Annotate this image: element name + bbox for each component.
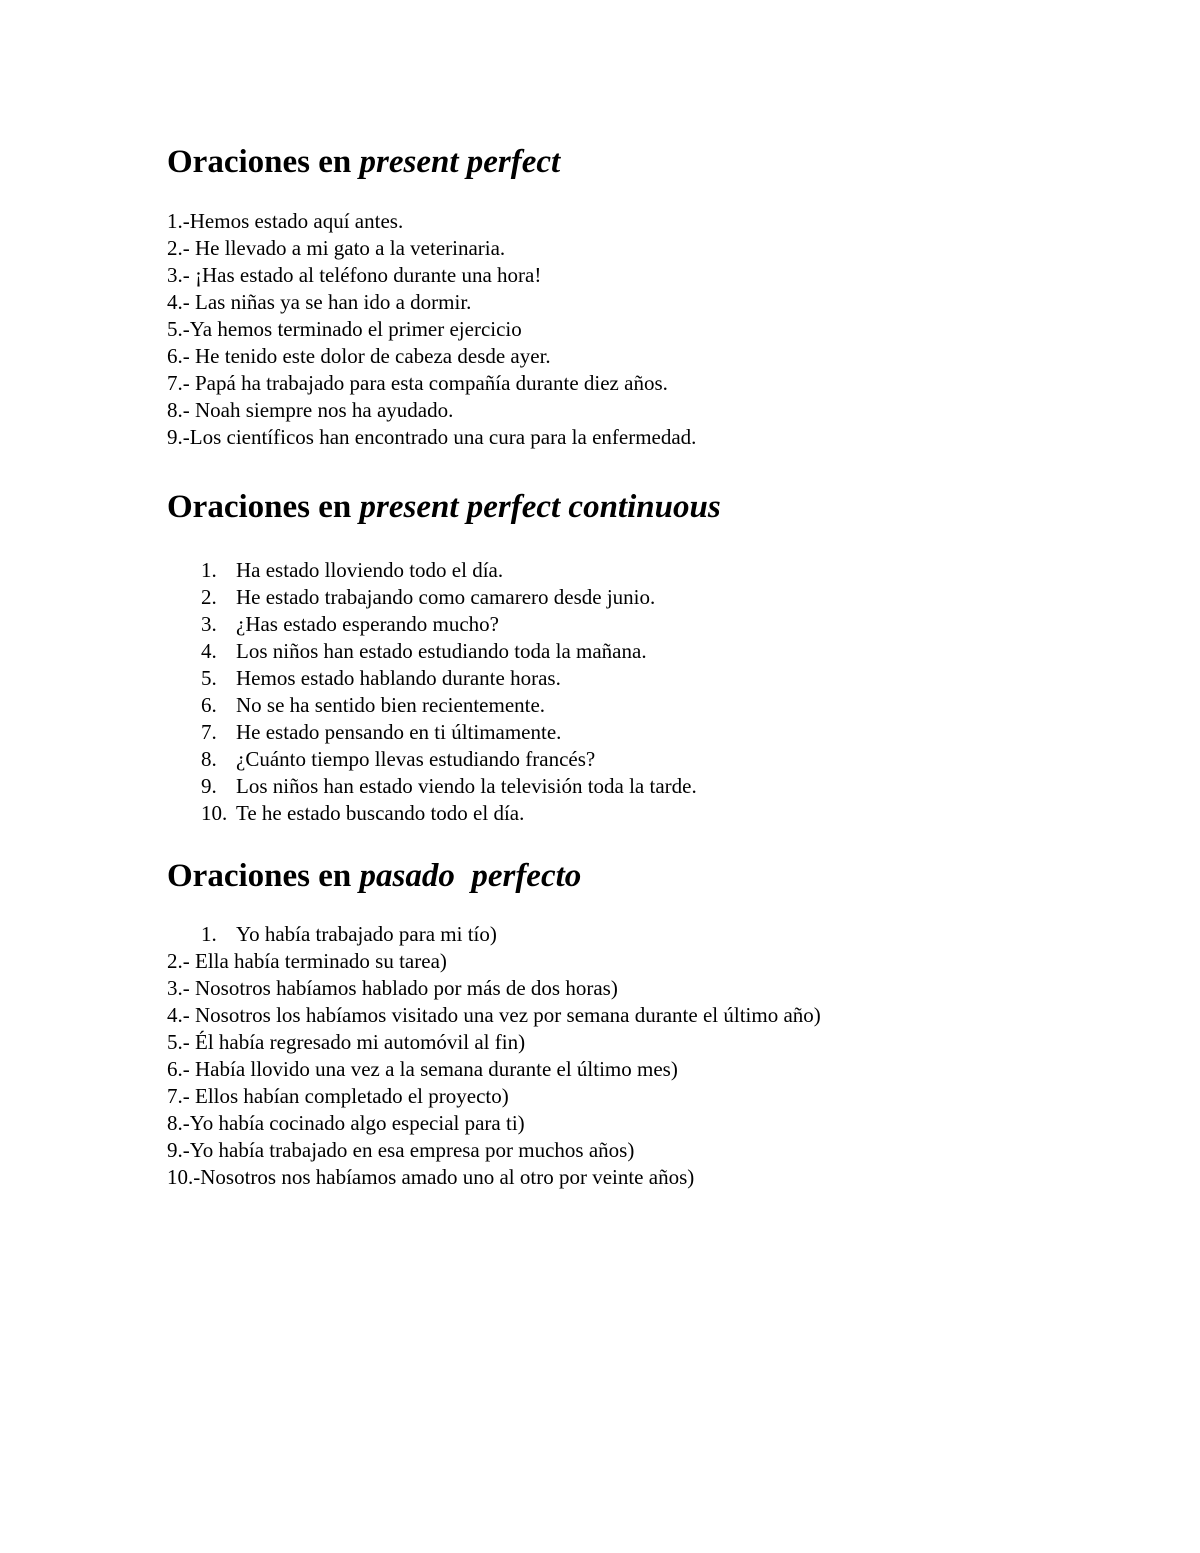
list-text: Ha estado lloviendo todo el día. [236, 558, 504, 582]
list-item: 6.- He tenido este dolor de cabeza desde ayer. [167, 344, 551, 368]
list-text: Hemos estado hablando durante horas. [236, 666, 561, 690]
list-item: 9.-Los científicos han encontrado una cura para la enfermedad. [167, 425, 697, 449]
list-item: 4.- Nosotros los habíamos visitado una vez por semana durante el último año) [167, 1003, 821, 1027]
list-item: 5.-Ya hemos terminado el primer ejercicio [167, 317, 522, 341]
list-item: 3.- ¡Has estado al teléfono durante una hora! [167, 263, 542, 287]
list-item: 8.- Noah siempre nos ha ayudado. [167, 398, 454, 422]
list-number: 2. [201, 585, 217, 609]
list-number: 5. [201, 666, 217, 690]
list-item: 3.- Nosotros habíamos hablado por más de dos horas) [167, 976, 618, 1000]
list-number: 7. [201, 720, 217, 744]
heading-emphasis: present perfect [359, 144, 561, 180]
list-text: Los niños han estado estudiando toda la mañana. [236, 639, 647, 663]
list-text: No se ha sentido bien recientemente. [236, 693, 546, 717]
heading-prefix: Oraciones en [167, 858, 360, 894]
list-item: 2.- He llevado a mi gato a la veterinaria. [167, 236, 506, 260]
list-text: Los niños han estado viendo la televisión toda la tarde. [236, 774, 697, 798]
list-item: 8.-Yo había cocinado algo especial para ti) [167, 1111, 525, 1135]
list-text: He estado pensando en ti últimamente. [236, 720, 562, 744]
list-text: ¿Cuánto tiempo llevas estudiando francés? [236, 747, 596, 771]
list-text: Te he estado buscando todo el día. [236, 801, 525, 825]
list-number: 4. [201, 639, 217, 663]
list-number: 6. [201, 693, 217, 717]
list-number: 3. [201, 612, 217, 636]
list-item: 9.-Yo había trabajado en esa empresa por muchos años) [167, 1138, 635, 1162]
list-item: 4.- Las niñas ya se han ido a dormir. [167, 290, 472, 314]
section-heading-pasado-perfecto [167, 856, 581, 896]
list-number: 10. [201, 801, 228, 825]
heading-prefix: Oraciones en [167, 489, 360, 525]
list-item: 1.-Hemos estado aquí antes. [167, 209, 404, 233]
heading-prefix: Oraciones en [167, 144, 360, 180]
list-item: 7.- Ellos habían completado el proyecto) [167, 1084, 509, 1108]
list-number: 9. [201, 774, 217, 798]
section-heading-present-perfect [167, 142, 560, 182]
list-number: 1. [201, 922, 217, 946]
list-number: 8. [201, 747, 217, 771]
list-item: 2.- Ella había terminado su tarea) [167, 949, 447, 973]
list-text: He estado trabajando como camarero desde junio. [236, 585, 656, 609]
list-text: ¿Has estado esperando mucho? [236, 612, 499, 636]
list-item: 5.- Él había regresado mi automóvil al fin) [167, 1030, 526, 1054]
list-item: 7.- Papá ha trabajado para esta compañía durante diez años. [167, 371, 668, 395]
heading-emphasis: pasado perfecto [359, 858, 582, 894]
section-heading-present-perfect-continuous [167, 487, 721, 527]
heading-emphasis: present perfect continuous [359, 489, 721, 525]
list-item: 10.-Nosotros nos habíamos amado uno al otro por veinte años) [167, 1165, 695, 1189]
list-text: Yo había trabajado para mi tío) [236, 922, 497, 946]
list-item: 6.- Había llovido una vez a la semana durante el último mes) [167, 1057, 678, 1081]
list-number: 1. [201, 558, 217, 582]
